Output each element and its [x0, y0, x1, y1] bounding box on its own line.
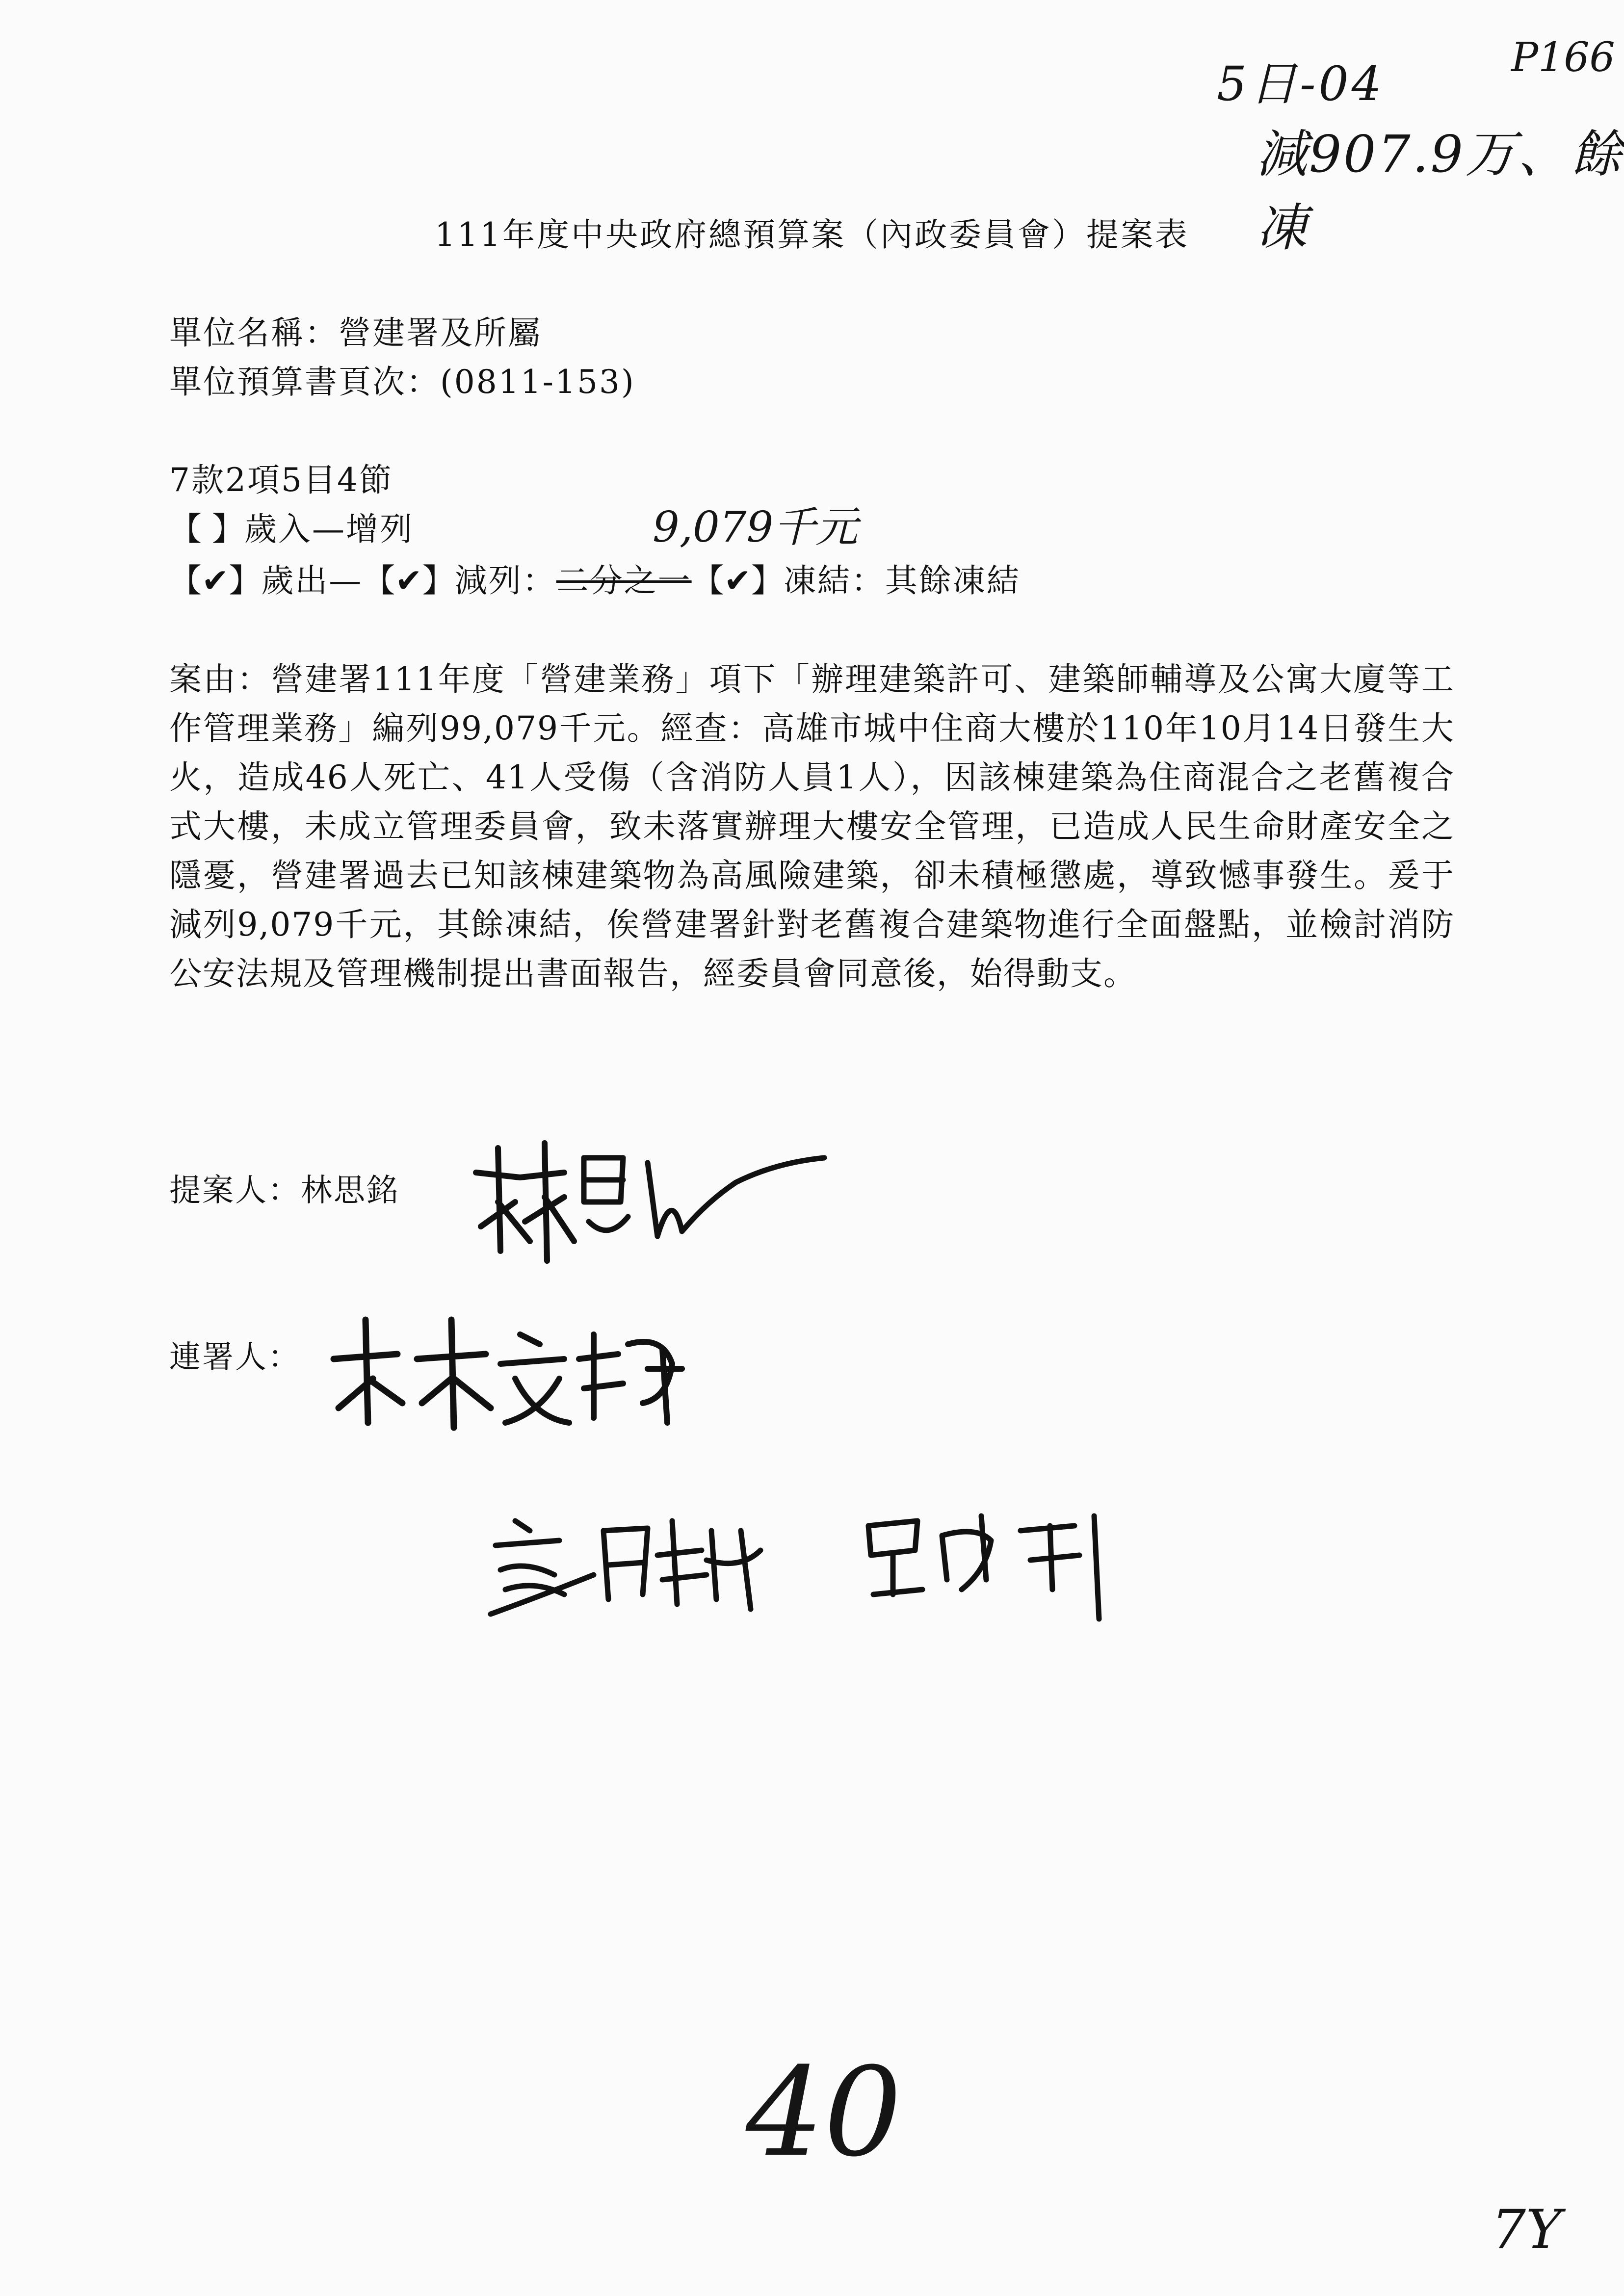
cosigner-label: 連署人：	[169, 1339, 301, 1376]
handwritten-item-code: 5日-04	[1217, 56, 1385, 111]
proposer-label: 提案人：林思銘	[169, 1173, 399, 1209]
proposer-signature	[461, 1128, 834, 1290]
cosigner-signature-2	[486, 1501, 810, 1624]
handwritten-page-code: P166	[1511, 34, 1615, 81]
unit-budget-page: 單位預算書頁次：(0811-153)	[169, 363, 635, 401]
freeze-label: 凍結：其餘凍結	[783, 562, 1021, 600]
cosigner-signature-1	[329, 1305, 702, 1433]
expense-row	[169, 554, 1021, 601]
income-label: 歲入—增列	[244, 510, 414, 548]
proposal-reason: 案由：營建署111年度「營建業務」項下「辦理建築許可、建築師輔導及公寓大廈等工作管理業務」編列99,079千元。經查：高雄市城中住商大樓於110年10月14日發生大火，造成46人死亡、41人受傷（含消防人員1人），因該棟建築為住商混合之老舊複合式大樓，未成立管理委員會，致未落實辦理大樓安全管理，已造成人民生命財產安全之隱憂，營建署過去已知該棟建築物為高風險建築，卻未積極懲處，導致憾事發生。爰于減列9,079千元，其餘凍結，俟營建署針對老舊複合建築物進行全面盤點，並檢討消防公安法規及管理機制提出書面報告，經委員會同意後，始得動支。	[169, 660, 1455, 992]
document-title: 111年度中央政府總預算案（內政委員會）提案表	[435, 216, 1189, 254]
budget-code: 7款2項5目4節	[169, 461, 393, 499]
income-row	[169, 503, 414, 549]
unit-name: 單位名稱：營建署及所屬	[169, 314, 542, 352]
expense-checkbox: 【✔】	[169, 562, 262, 600]
cut-checkbox: 【✔】	[363, 562, 455, 600]
handwritten-cut-note: 減907.9万、餘凍	[1256, 124, 1624, 258]
freeze-checkbox: 【✔】	[691, 562, 784, 600]
cosigner-signature-3	[864, 1496, 1138, 1624]
expense-label: 歲出—	[261, 562, 363, 600]
handwritten-income-amount: 9,079千元	[653, 503, 858, 552]
cut-label: 減列：	[454, 562, 556, 600]
handwritten-page-number: 40	[746, 2041, 902, 2184]
handwritten-initial: 7Y	[1492, 2198, 1562, 2261]
income-checkbox: 【 】	[169, 510, 244, 548]
cut-struck-text: 二分之一	[556, 562, 692, 600]
